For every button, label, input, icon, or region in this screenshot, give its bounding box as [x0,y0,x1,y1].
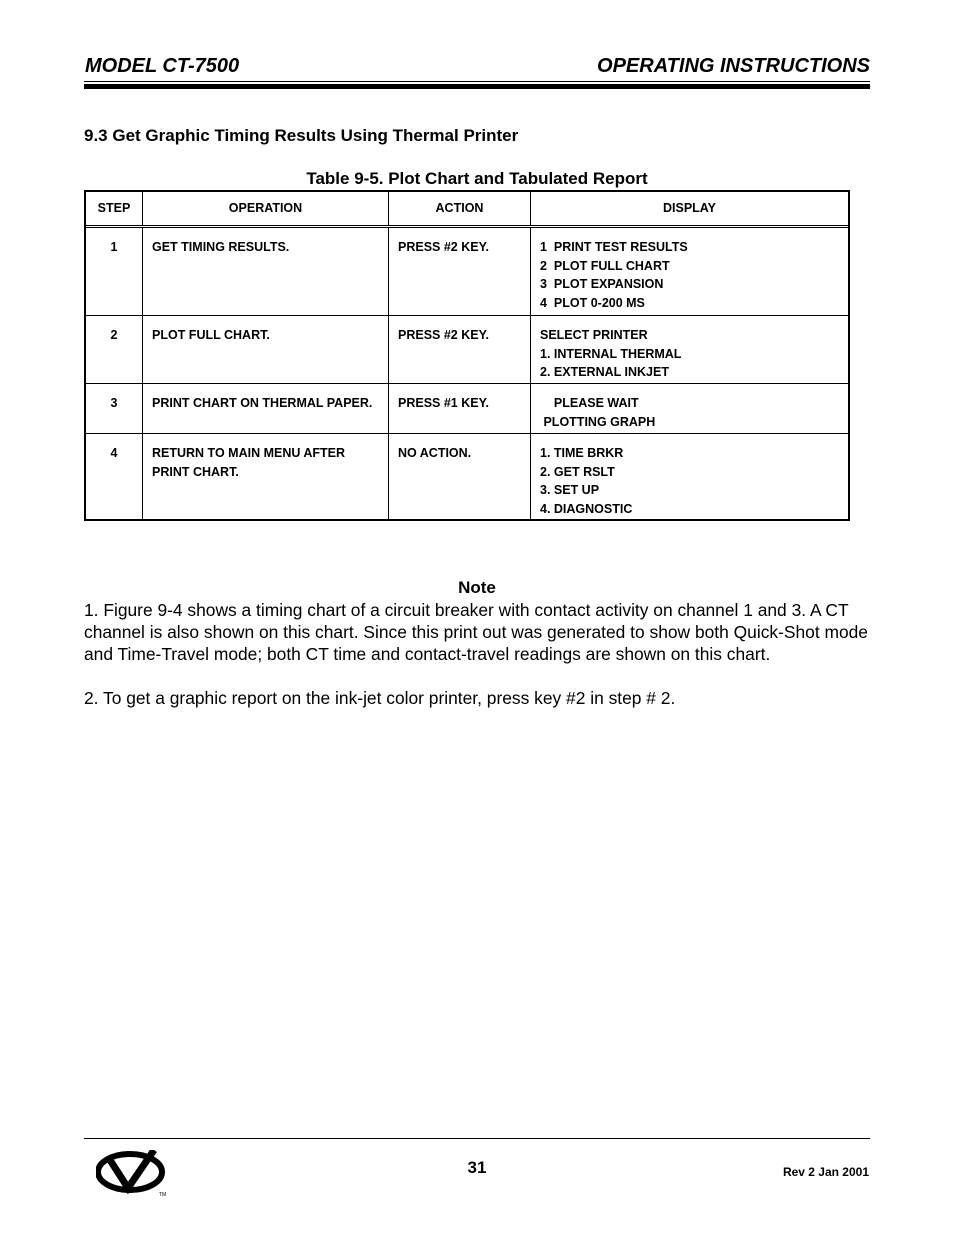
display-cell [530,228,848,315]
table-row [86,225,848,315]
operation-line: PRINT CHART ON THERMAL PAPER. [152,396,373,410]
display-line: 2. GET RSLT [540,464,615,479]
note-paragraph: 2. To get a graphic report on the ink-jet color printer, press key #2 in step # 2. [84,688,676,708]
note-body [84,599,870,709]
trademark-mark: TM [159,1192,167,1198]
display-cell [530,434,848,519]
display-line: 3 PLOT EXPANSION [540,277,664,291]
revision-label: Rev 2 Jan 2001 [782,1165,869,1179]
table-row [86,383,848,433]
operation-cell [142,316,388,383]
display-line: 1. INTERNAL THERMAL [540,346,682,361]
table-row [86,315,848,383]
step-cell: 3 [110,396,118,410]
footer-rule [84,1138,870,1139]
operation-line: PLOT FULL CHART. [152,328,270,342]
note-title: Note [458,578,496,597]
display-line: 4. DIAGNOSTIC [540,501,633,516]
display-line: SELECT PRINTER [540,328,648,342]
header-section: OPERATING INSTRUCTIONS [597,55,870,77]
display-cell [530,384,848,433]
col-header-step: STEP [97,201,131,216]
action-cell: PRESS #2 KEY. [388,316,530,383]
instructions-table [84,190,850,521]
operation-line: RETURN TO MAIN MENU AFTER [152,446,346,460]
page-header [84,55,870,82]
operation-line: PRINT CHART. [152,464,239,479]
step-cell: 2 [110,328,118,342]
table-title: Table 9-5. Plot Chart and Tabulated Report [306,169,648,188]
step-cell: 4 [110,446,118,460]
display-line: 2 PLOT FULL CHART [540,258,670,273]
table-row [86,433,848,519]
operation-line: GET TIMING RESULTS. [152,240,290,254]
note-paragraph: 1. Figure 9-4 shows a timing chart of a circuit breaker with contact activity on channel 1 and 3. A CT channel is also shown on this chart. Since this print out was generated to show both Quick-Shot mode and Time-Travel mode; both CT time and contact-travel readings are shown on this chart. [84,600,868,664]
col-header-display: DISPLAY [530,192,848,225]
col-header-operation: OPERATION [142,192,388,225]
table-header-row [86,192,848,225]
display-line: 4 PLOT 0-200 MS [540,295,645,310]
section-title: 9.3 Get Graphic Timing Results Using Thermal Printer [84,126,519,145]
col-header-action: ACTION [388,192,530,225]
display-cell [530,316,848,383]
operation-cell [142,384,388,433]
operation-cell [142,228,388,315]
display-line: 1. TIME BRKR [540,446,624,460]
display-line: PLOTTING GRAPH [540,414,656,429]
header-rule [84,84,870,89]
action-cell: PRESS #2 KEY. [388,228,530,315]
action-cell: PRESS #1 KEY. [388,384,530,433]
action-cell: NO ACTION. [388,434,530,519]
header-model: MODEL CT-7500 [85,55,240,77]
step-cell: 1 [110,240,118,254]
display-line: 2. EXTERNAL INKJET [540,365,669,379]
operation-cell [142,434,388,519]
display-line: 3. SET UP [540,483,600,497]
display-line: 1 PRINT TEST RESULTS [540,240,688,254]
page-number: 31 [467,1158,487,1177]
display-line: PLEASE WAIT [540,396,639,410]
